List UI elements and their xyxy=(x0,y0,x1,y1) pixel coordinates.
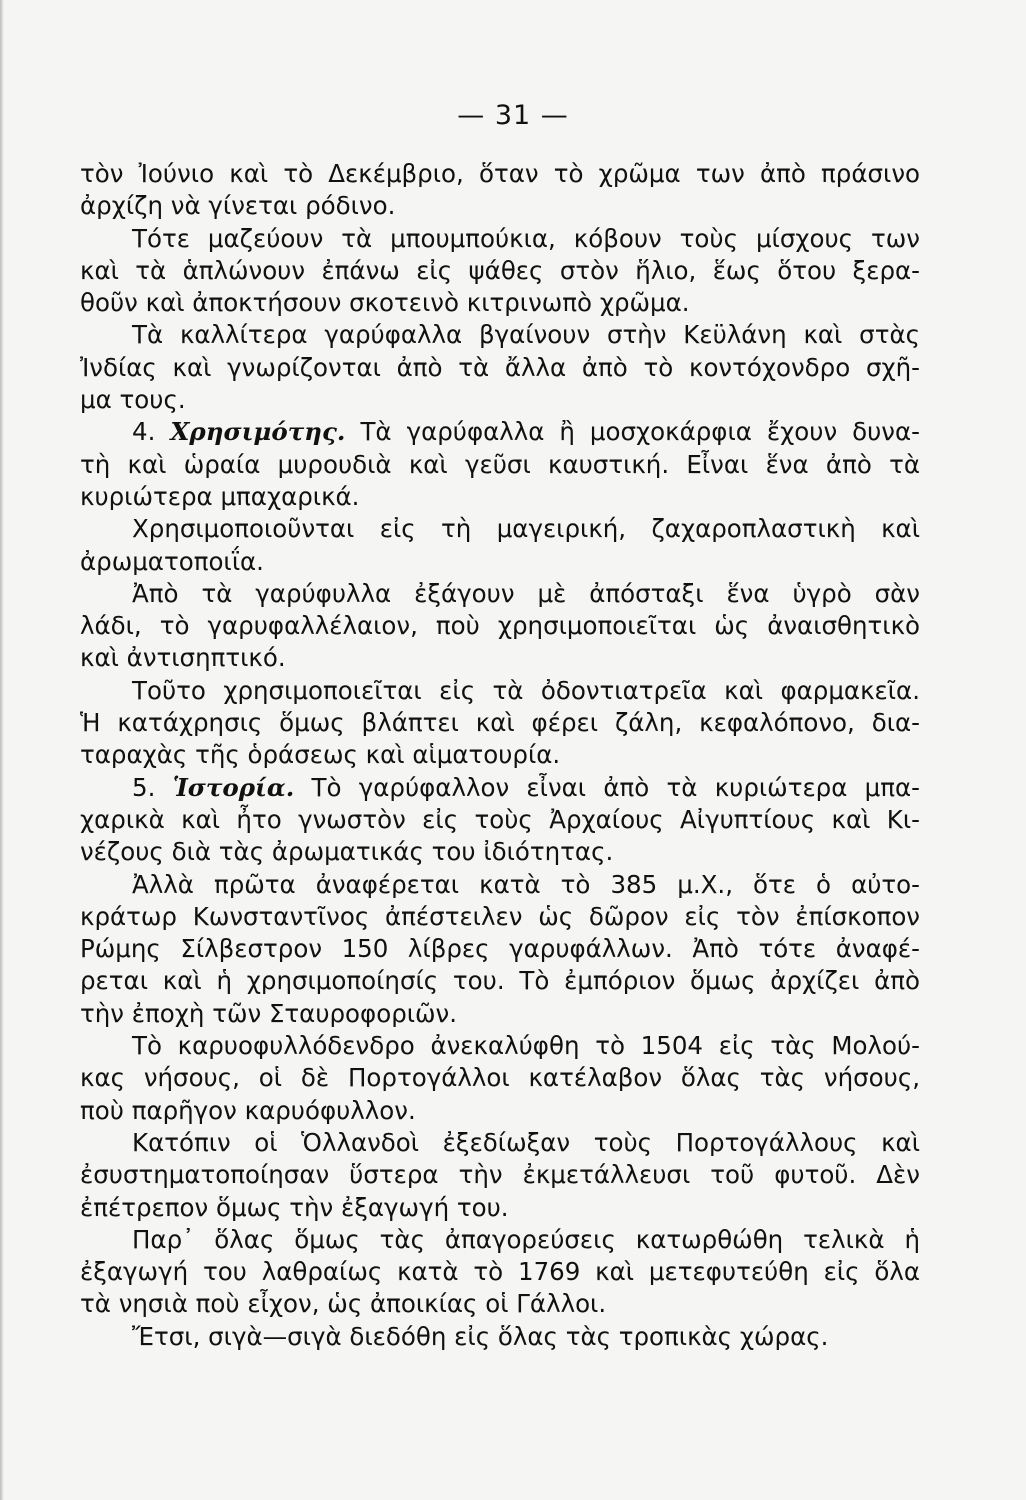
text-line: Ἀλλὰ πρῶτα ἀναφέρεται κατὰ τὸ 385 μ.Χ., ὅτε ὁ αὐτο- xyxy=(132,869,920,899)
page-edge-shadow xyxy=(0,0,4,1500)
text-line: τὴν ἐποχὴ τῶν Σταυροφοριῶν. xyxy=(80,998,458,1028)
text-line: ἀρωματοποιΐα. xyxy=(80,546,264,576)
text-line: Τὸ καρυοφυλλόδενδρο ἀνεκαλύφθη τὸ 1504 εἰς τὰς Μολού- xyxy=(132,1031,920,1061)
text-line: καὶ ἀντισηπτικό. xyxy=(80,643,286,673)
section-number: 5. xyxy=(132,772,156,802)
body-text xyxy=(80,158,920,1353)
text-line: Ἔτσι, σιγὰ—σιγὰ διεδόθη εἰς ὅλας τὰς τροπικὰς χώρας. xyxy=(132,1321,829,1351)
text-line: ἐπέτρεπον ὅμως τὴν ἐξαγωγή του. xyxy=(80,1192,509,1222)
text-line: τὸν Ἰούνιο καὶ τὸ Δεκέμβριο, ὅταν τὸ χρῶμα των ἀπὸ πράσινο xyxy=(80,159,920,188)
text-line: Τότε μαζεύουν τὰ μπουμπούκια, κόβουν τοὺς μίσχους των xyxy=(132,223,920,253)
text-line: καὶ τὰ ἁπλώνουν ἐπάνω εἰς ψάθες στὸν ἥλιο, ἕως ὅτου ξερα- xyxy=(80,255,920,285)
section-heading-line xyxy=(80,772,920,804)
text-line: νέζους διὰ τὰς ἀρωματικάς του ἰδιότητας. xyxy=(80,837,614,867)
text-line: Ἀπὸ τὰ γαρύφυλλα ἐξάγουν μὲ ἀπόσταξι ἕνα ὑγρὸ σὰν xyxy=(132,578,920,608)
text-line: ἀρχίζη νὰ γίνεται ρόδινο. xyxy=(80,191,396,221)
text-line: ταραχὰς τῆς ὁράσεως καὶ αἱματουρία. xyxy=(80,740,561,770)
text-line: ποὺ παρῆγον καρυόφυλλον. xyxy=(80,1095,416,1125)
text-line-rest: Τὰ γαρύφαλλα ἢ μοσχοκάρφια ἔχουν δυνα- xyxy=(360,417,920,447)
text-line: Ρώμης Σίλβεστρον 150 λίβρες γαρυφάλλων. Ἀπὸ τότε ἀναφέ- xyxy=(80,934,920,964)
text-line: ρεται καὶ ἡ χρησιμοποίησίς του. Τὸ ἐμπόριον ὅμως ἀρχίζει ἀπὸ xyxy=(80,966,920,996)
section-title: Ἱστορία. xyxy=(172,772,295,802)
text-line: Κατόπιν οἱ Ὁλλανδοὶ ἐξεδίωξαν τοὺς Πορτογάλλους καὶ xyxy=(132,1127,920,1157)
text-line: τὰ νησιὰ ποὺ εἶχον, ὡς ἀποικίας οἱ Γάλλοι. xyxy=(80,1289,607,1319)
text-line: Ἡ κατάχρησις ὅμως βλάπτει καὶ φέρει ζάλη, κεφαλόπονο, δια- xyxy=(80,708,920,738)
text-line: Παρ᾽ ὅλας ὅμως τὰς ἀπαγορεύσεις κατωρθώθη τελικὰ ἡ xyxy=(132,1224,920,1254)
text-line: θοῦν καὶ ἀποκτήσουν σκοτεινὸ κιτρινωπὸ χρῶμα. xyxy=(80,288,690,318)
text-line: Ἰνδίας καὶ γνωρίζονται ἀπὸ τὰ ἄλλα ἀπὸ τὸ κοντόχονδρο σχῆ- xyxy=(80,352,920,382)
section-heading-line xyxy=(80,416,920,448)
text-line-rest: Τὸ γαρύφαλλον εἶναι ἀπὸ τὰ κυριώτερα μπα- xyxy=(311,772,920,802)
text-line: κράτωρ Κωνσταντῖνος ἀπέστειλεν ὡς δῶρον εἰς τὸν ἐπίσκοπον xyxy=(80,901,920,931)
text-line: κας νήσους, οἱ δὲ Πορτογάλλοι κατέλαβον ὅλας τὰς νήσους, xyxy=(80,1063,920,1093)
text-line: Τοῦτο χρησιμοποιεῖται εἰς τὰ ὀδοντιατρεῖα καὶ φαρμακεῖα. xyxy=(132,675,920,705)
text-line: Χρησιμοποιοῦνται εἰς τὴ μαγειρική, ζαχαροπλαστικὴ καὶ xyxy=(132,514,920,544)
text-line: ἐσυστηματοποίησαν ὕστερα τὴν ἐκμετάλλευσι τοῦ φυτοῦ. Δὲν xyxy=(80,1160,920,1190)
text-line: ἐξαγωγή του λαθραίως κατὰ τὸ 1769 καὶ μετεφυτεύθη εἰς ὅλα xyxy=(80,1257,920,1287)
text-line: κυριώτερα μπαχαρικά. xyxy=(80,481,360,511)
text-line: χαρικὰ καὶ ἦτο γνωστὸν εἰς τοὺς Ἀρχαίους Αἰγυπτίους καὶ Κι- xyxy=(80,804,920,834)
section-title: Χρησιμότης. xyxy=(170,417,346,447)
text-line: μα τους. xyxy=(80,385,186,415)
text-line: λάδι, τὸ γαρυφαλλέλαιον, ποὺ χρησιμοποιεῖται ὡς ἀναισθητικὸ xyxy=(80,611,920,641)
section-number: 4. xyxy=(132,417,156,447)
page-number: — 31 — xyxy=(457,100,569,131)
text-line: τὴ καὶ ὡραία μυρουδιὰ καὶ γεῦσι καυστική. Εἶναι ἕνα ἀπὸ τὰ xyxy=(80,449,920,479)
text-line: Τὰ καλλίτερα γαρύφαλλα βγαίνουν στὴν Κεϋλάνη καὶ στὰς xyxy=(132,320,920,350)
